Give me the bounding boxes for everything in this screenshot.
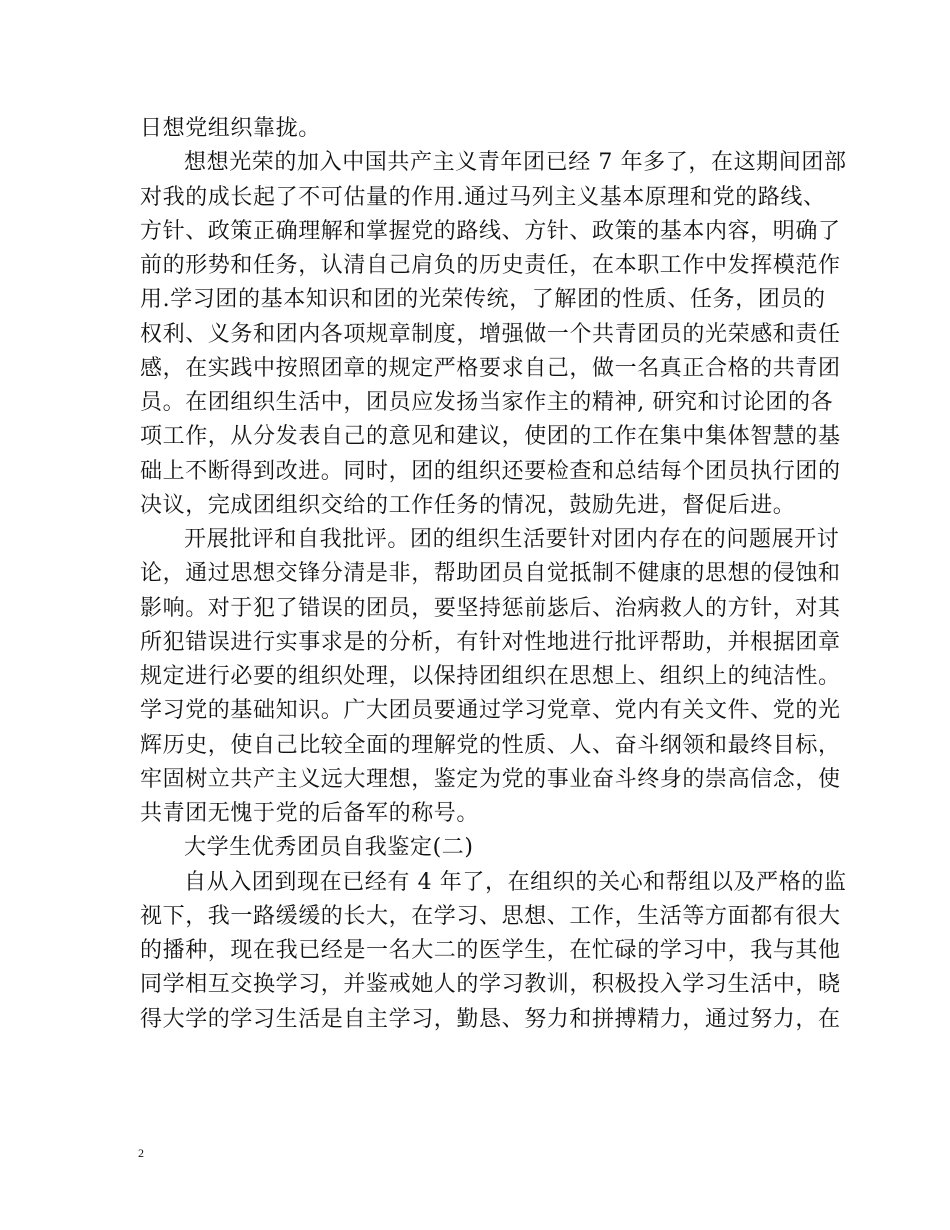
section-heading: 大学生优秀团员自我鉴定(二) (184, 835, 474, 861)
text-line: 前的形势和任务，认清自己肩负的历史责任，在本职工作中发挥模范作 (140, 253, 841, 278)
text-line: 规定进行必要的组织处理，以保持团组织在思想上、组织上的纯洁性。 (140, 664, 841, 689)
text-line: 得大学的学习生活是自主学习，勤恳、努力和拼搏精力，通过努力，在 (140, 1006, 841, 1032)
text-line: 辉历史，使自己比较全面的理解党的性质、人、奋斗纲领和最终目标， (140, 732, 841, 758)
text-line: 视下，我一路缓缓的长大，在学习、思想、工作，生活等方面都有很大 (140, 903, 841, 929)
text-line: 的播种，现在我已经是一名大二的医学生，在忙碌的学习中，我与其他 (140, 938, 841, 963)
text-line: 同学相互交换学习，并鉴戒她人的学习教训，积极投入学习生活中，晓 (140, 972, 841, 998)
text-line: 用.学习团的基本知识和团的光荣传统，了解团的性质、任务，团员的 (140, 287, 826, 313)
text-line: 决议，完成团组织交给的工作任务的情况，鼓励先进，督促后进。 (140, 492, 796, 518)
text-line: 日想党组织靠拢。 (140, 116, 321, 141)
paragraph-start-line: 想想光荣的加入中国共产主义青年团已经 7 年多了，在这期间团部 (184, 150, 847, 176)
text-line: 所犯错误进行实事求是的分析，有针对性地进行批评帮助，并根据团章 (140, 629, 841, 655)
text-line: 学习党的基础知识。广大团员要通过学习党章、党内有关文件、党的光 (140, 698, 841, 724)
document-body (140, 112, 847, 1037)
text-line: 权利、义务和团内各项规章制度，增强做一个共青团员的光荣感和责任 (140, 321, 841, 347)
page-number: 2 (138, 1146, 144, 1160)
text-line: 员。在团组织生活中，团员应发扬当家作主的精神, 研究和讨论团的各 (140, 390, 834, 415)
paragraph-start-line: 自从入团到现在已经有 4 年了，在组织的关心和帮组以及严格的监 (184, 869, 847, 895)
text-line: 论，通过思想交锋分清是非，帮助团员自觉抵制不健康的思想的侵蚀和 (140, 561, 841, 587)
text-line: 影响。对于犯了错误的团员，要坚持惩前毖后、治病救人的方针，对其 (140, 595, 841, 621)
text-line: 牢固树立共产主义远大理想，鉴定为党的事业奋斗终身的崇高信念，使 (140, 766, 841, 792)
text-line: 础上不断得到改进。同时，团的组织还要检查和总结每个团员执行团的 (140, 458, 841, 484)
text-line: 对我的成长起了不可估量的作用.通过马列主义基本原理和党的路线、 (140, 184, 826, 210)
text-line: 方针、政策正确理解和掌握党的路线、方针、政策的基本内容，明确了 (140, 218, 841, 244)
text-line: 感，在实践中按照团章的规定严格要求自己，做一名真正合格的共青团 (140, 355, 841, 381)
text-line: 项工作，从分发表自己的意见和建议，使团的工作在集中集体智慧的基 (140, 424, 841, 450)
text-line: 共青团无愧于党的后备军的称号。 (140, 801, 480, 826)
paragraph-start-line: 开展批评和自我批评。团的组织生活要针对团内存在的问题展开讨 (184, 527, 840, 552)
